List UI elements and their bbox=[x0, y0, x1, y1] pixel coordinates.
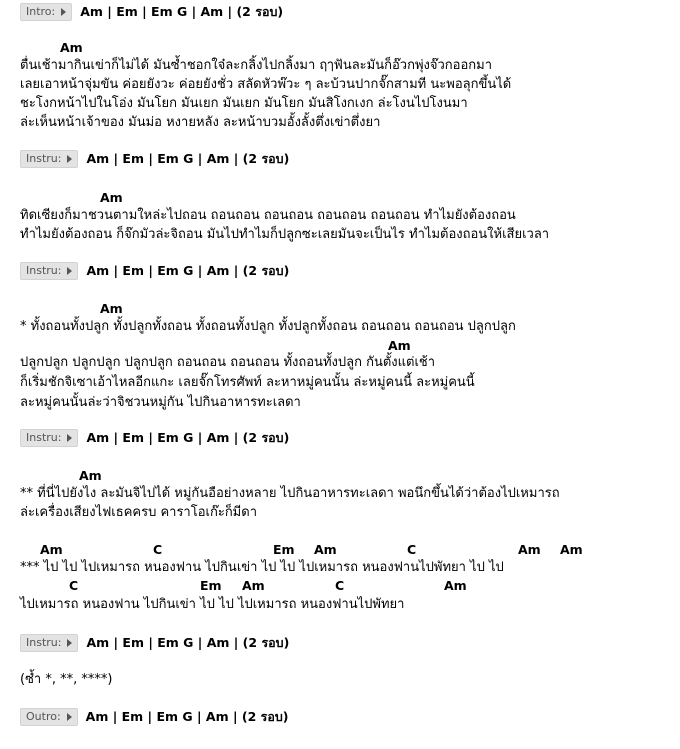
intro-row bbox=[20, 2, 283, 21]
chorus2-line: ล่ะเครื่องเสียงไฟเธคครบ คาราโอเก๊ะก็มีดา bbox=[20, 505, 257, 520]
chord: C bbox=[69, 578, 79, 593]
chorus3-chords-b bbox=[20, 578, 660, 594]
chord: C bbox=[407, 542, 417, 557]
chord: Am bbox=[100, 301, 123, 316]
chorus1-chords-a bbox=[20, 301, 660, 317]
chord: C bbox=[153, 542, 163, 557]
chorus1-chords-b bbox=[20, 338, 660, 354]
chorus1-line: * ทั้งถอนทั้งปลูก ทั้งปลูกทั้งถอน ทั้งถอนทั้งปลูก ทั้งปลูกทั้งถอน ถอนถอน ถอนถอน ปลูกปลูก bbox=[20, 319, 516, 334]
chorus3-chords-a bbox=[20, 542, 660, 558]
chorus3-line: *** ไป ไป ไปเหมารถ หนองฟาน ไปกินเข่า ไป ไป ไปเหมารถ หนองฟานไปพัทยา ไป ไป bbox=[20, 560, 504, 575]
instru-row bbox=[20, 633, 289, 652]
outro-row bbox=[20, 707, 289, 726]
verse2-line: ทิดเซียงก็มาชวนตามใหล่ะไปถอน ถอนถอน ถอนถอน ถอนถอน ถอนถอน ทำไมยังต้องถอน bbox=[20, 208, 516, 223]
instru-tag-label: Instru: bbox=[26, 264, 62, 277]
chord: Am bbox=[518, 542, 541, 557]
outro-sequence: Am | Em | Em G | Am | (2 รอบ) bbox=[85, 708, 289, 724]
intro-sequence: Am | Em | Em G | Am | (2 รอบ) bbox=[80, 3, 284, 19]
repeat-note: (ซ้ำ *, **, ****) bbox=[20, 672, 113, 687]
instru-sequence: Am | Em | Em G | Am | (2 รอบ) bbox=[86, 150, 290, 166]
play-arrow-icon bbox=[67, 434, 72, 442]
instru-tag-label: Instru: bbox=[26, 152, 62, 165]
chord: Am bbox=[100, 190, 123, 205]
chord: Em bbox=[200, 578, 222, 593]
chorus1-line: ก็เริ่มชักจิเซาเอ้าไหลอีกแกะ เลยจั๊กโทรศัพท์ ละหาหมู่คนนั้น ล่ะหมู่คนนี้ ละหมู่คนนี้ bbox=[20, 375, 475, 390]
chord: Am bbox=[314, 542, 337, 557]
instru-tag[interactable] bbox=[20, 150, 78, 168]
instru-row bbox=[20, 149, 289, 168]
intro-tag[interactable] bbox=[20, 3, 72, 21]
chord: Am bbox=[79, 468, 102, 483]
chord: Am bbox=[242, 578, 265, 593]
chord: Am bbox=[388, 338, 411, 353]
verse1-line: ชะโงกหน้าไปในโอ่ง มันโยก มันเยก มันเยก มันโยก มันสิโงกเงก ล่ะโงนไปโงนมา bbox=[20, 96, 468, 111]
chord: Em bbox=[273, 542, 295, 557]
play-arrow-icon bbox=[67, 267, 72, 275]
chorus2-line: ** ที่นี่ไปยังไง ละมันจิไปได้ หมู่กันอือย่างหลาย ไปกินอาหารทะเลดา พอนึกขึ้นได้ว่าต้องไปเหมารถ bbox=[20, 486, 560, 501]
instru-tag[interactable] bbox=[20, 634, 78, 652]
verse1-line: เลยเอาหน้าจุ่มขัน ค่อยยังวะ ค่อยยังชั่ว สลัดหัวพ๊วะ ๆ ละบ้วนปากจั๊กสามที นะพอลุกขึ้นได้ bbox=[20, 77, 512, 92]
verse2-chords bbox=[20, 190, 660, 206]
instru-row bbox=[20, 428, 289, 447]
verse1-line: ตื่นเช้ามากินเข่าก็ไม่ได้ มันซ้ำชอกใจ๋ละกลิ้งไปกลิ้งมา ฤๅฟันละมันก็อ๊วกพุ่งจ๊วกออกมา bbox=[20, 58, 493, 73]
play-arrow-icon bbox=[67, 713, 72, 721]
instru-row bbox=[20, 261, 289, 280]
verse1-chords bbox=[20, 40, 660, 56]
chord: Am bbox=[60, 40, 83, 55]
outro-tag-label: Outro: bbox=[26, 710, 61, 723]
instru-tag-label: Instru: bbox=[26, 431, 62, 444]
chord: C bbox=[335, 578, 345, 593]
play-arrow-icon bbox=[67, 155, 72, 163]
outro-tag[interactable] bbox=[20, 708, 78, 726]
instru-tag-label: Instru: bbox=[26, 636, 62, 649]
chorus2-chords bbox=[20, 468, 660, 484]
instru-sequence: Am | Em | Em G | Am | (2 รอบ) bbox=[86, 429, 290, 445]
instru-sequence: Am | Em | Em G | Am | (2 รอบ) bbox=[86, 262, 290, 278]
chorus1-line: ปลูกปลูก ปลูกปลูก ปลูกปลูก ถอนถอน ถอนถอน ทั้งถอนทั้งปลูก กันตั้งแต่เช้า bbox=[20, 355, 436, 370]
play-arrow-icon bbox=[67, 639, 72, 647]
verse1-line: ล่ะเห็นหน้าเจ้าของ มันม่อ หงายหลัง ละหน้าบวมอั้งลั้งตึ่งเข่าตึ่งยา bbox=[20, 115, 381, 130]
instru-sequence: Am | Em | Em G | Am | (2 รอบ) bbox=[86, 634, 290, 650]
instru-tag[interactable] bbox=[20, 262, 78, 280]
instru-tag[interactable] bbox=[20, 429, 78, 447]
play-arrow-icon bbox=[61, 8, 66, 16]
chorus1-line: ละหมู่คนนั้นล่ะว่าจิชวนหมู่กัน ไปกินอาหารทะเลดา bbox=[20, 395, 301, 410]
chord: Am bbox=[560, 542, 583, 557]
chord: Am bbox=[40, 542, 63, 557]
chord: Am bbox=[444, 578, 467, 593]
verse2-line: ทำไมยังต้องถอน ก็จ๊กมัวล่ะจิถอน มันไปทำไมก็ปลูกซะเลยมันจะเป็นไร ทำไมต้องถอนให้เสียเวลา bbox=[20, 227, 550, 242]
chorus3-line: ไปเหมารถ หนองฟาน ไปกินเข่า ไป ไป ไปเหมารถ หนองฟานไปพัทยา bbox=[20, 597, 405, 612]
intro-tag-label: Intro: bbox=[26, 5, 56, 18]
